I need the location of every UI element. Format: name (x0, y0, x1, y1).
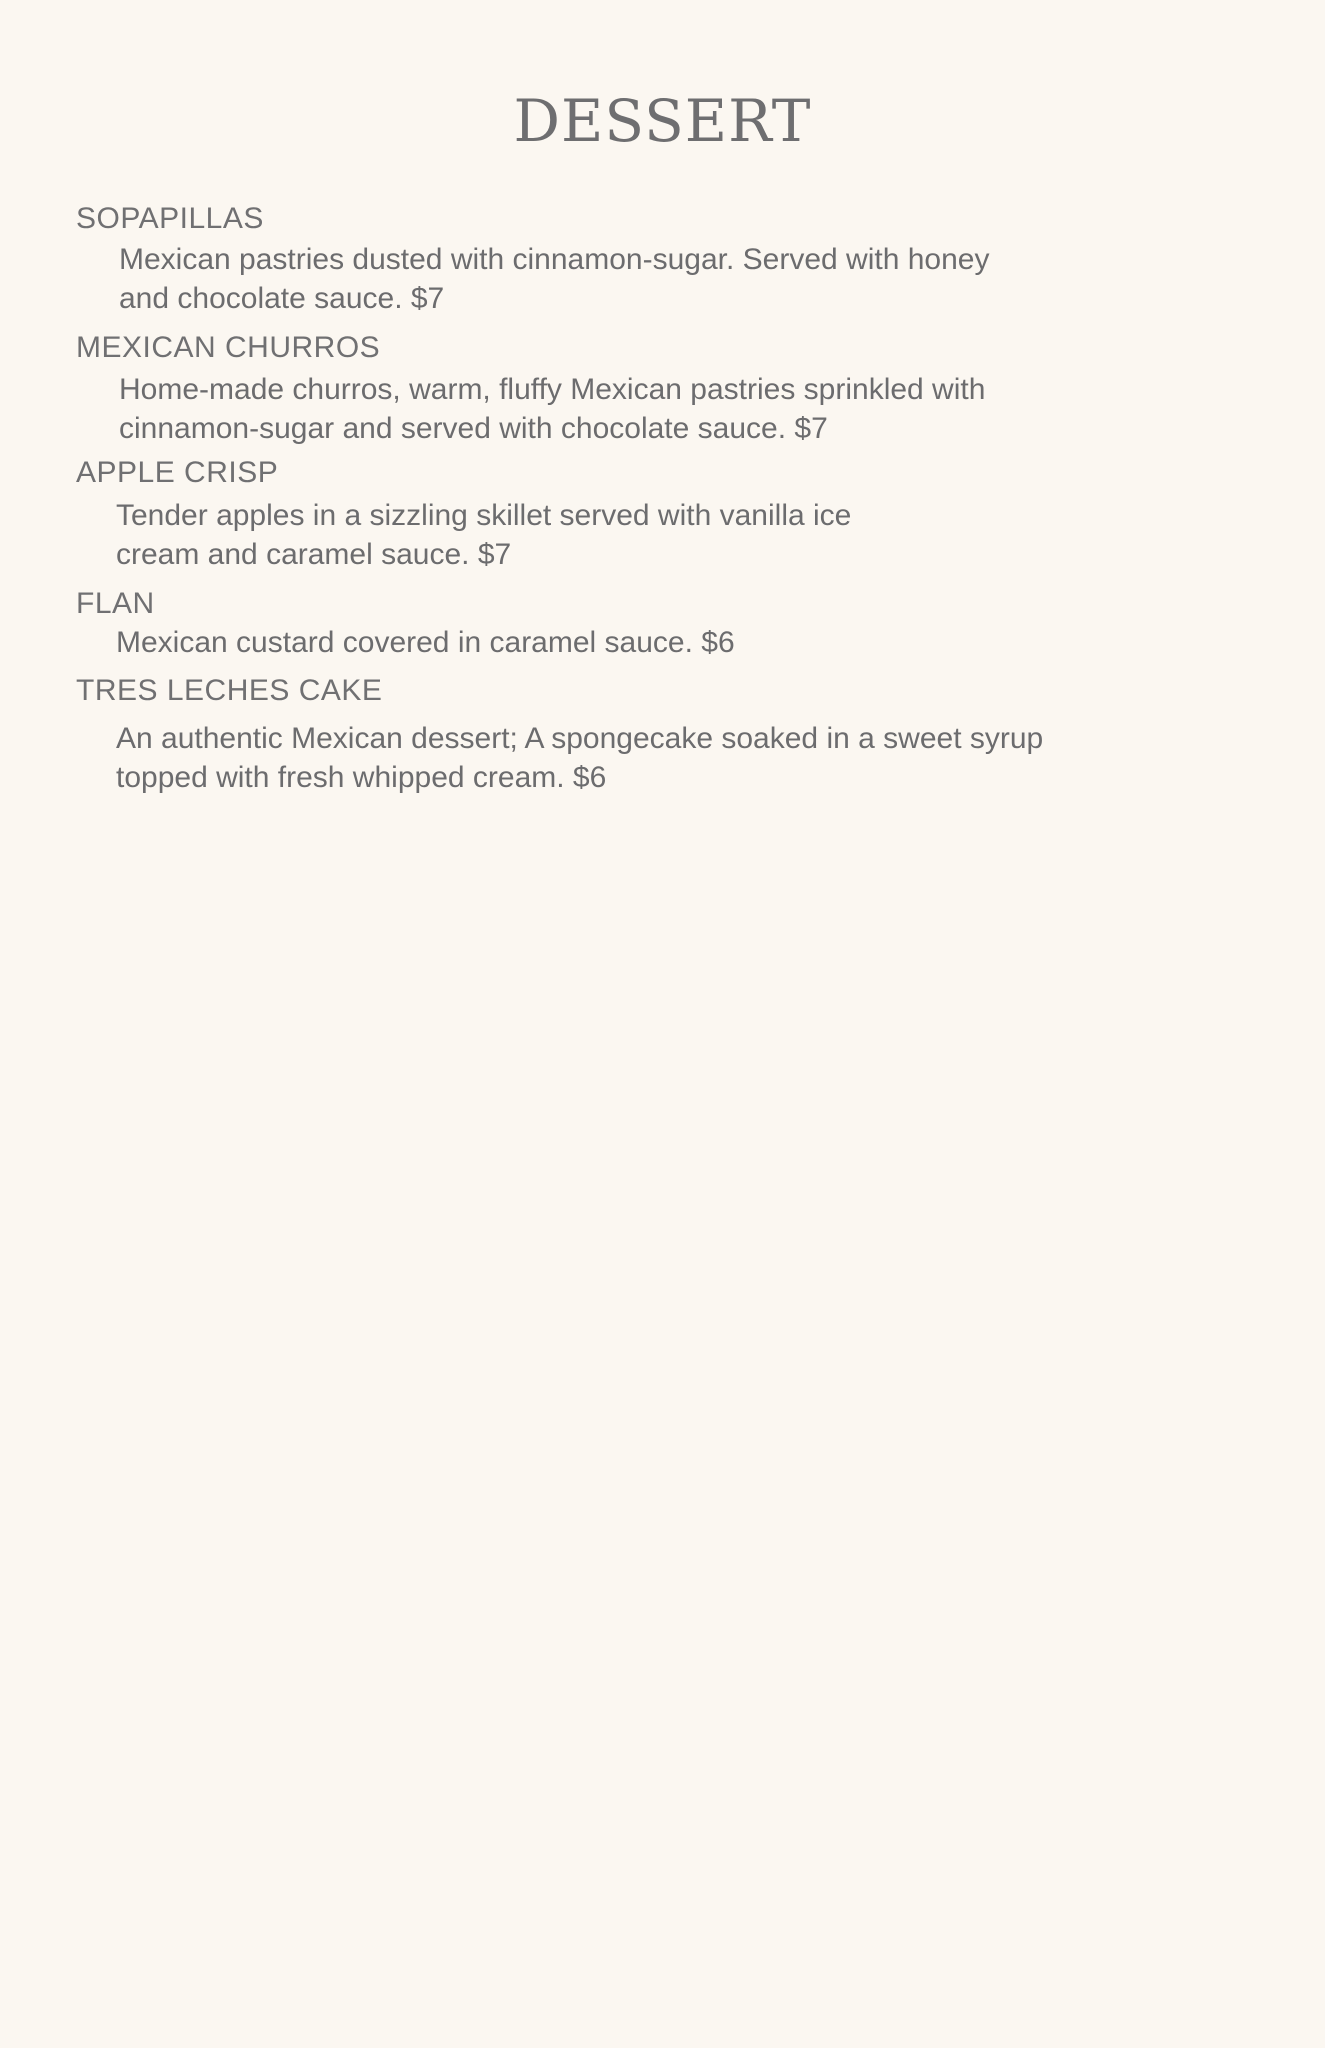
menu-item-name: APPLE CRISP (76, 456, 279, 489)
menu-item-description (116, 496, 851, 574)
description-line: Mexican pastries dusted with cinnamon-sugar. Served with honey (119, 243, 990, 276)
menu-item-description (116, 623, 735, 662)
menu-item-name: TRES LECHES CAKE (76, 674, 383, 707)
menu-item-description (116, 719, 1043, 797)
menu-item-name: FLAN (76, 587, 155, 620)
description-line: Tender apples in a sizzling skillet served with vanilla ice (116, 499, 852, 532)
description-line: and chocolate sauce. $7 (119, 282, 445, 315)
description-line: Mexican custard covered in caramel sauce. $6 (116, 626, 735, 659)
menu-item-description (119, 370, 985, 448)
menu-item-name: SOPAPILLAS (76, 202, 264, 235)
description-line: An authentic Mexican dessert; A spongecake soaked in a sweet syrup (116, 722, 1044, 755)
description-line: cinnamon-sugar and served with chocolate sauce. $7 (119, 412, 828, 445)
description-line: topped with fresh whipped cream. $6 (116, 761, 607, 794)
page-title: DESSERT (513, 87, 812, 155)
menu-item-name: MEXICAN CHURROS (76, 331, 381, 364)
description-line: cream and caramel sauce. $7 (116, 538, 512, 571)
description-line: Home-made churros, warm, fluffy Mexican pastries sprinkled with (119, 373, 986, 406)
menu-item-description (119, 240, 989, 318)
